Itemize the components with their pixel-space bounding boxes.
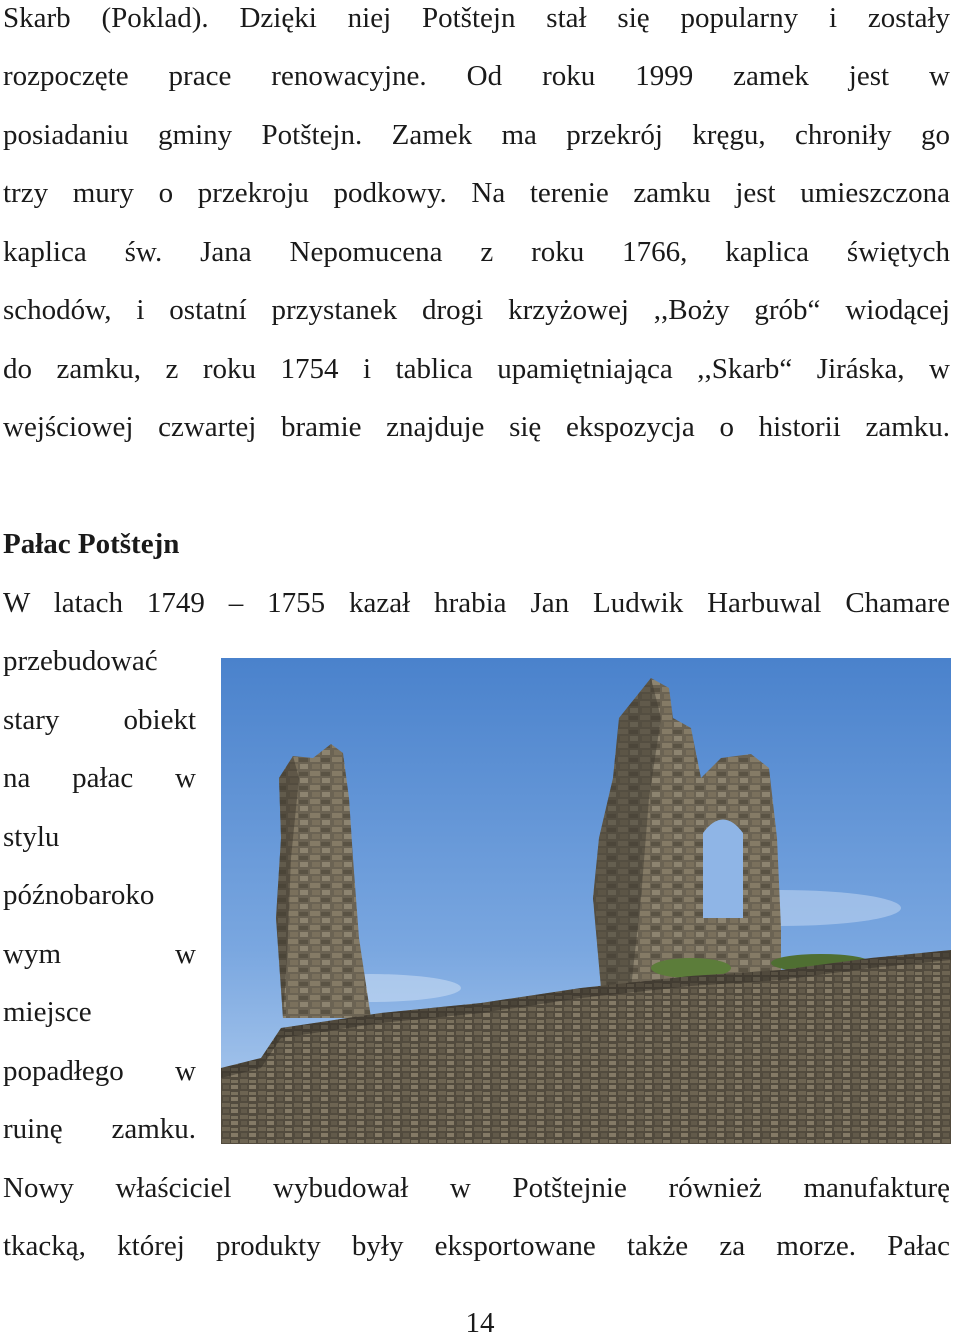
- paragraph-line: schodów, i ostatní przystanek drogi krzyżowej ,,Boży grób“ wiodącej: [3, 294, 950, 326]
- paragraph-line: kaplica św. Jana Nepomucena z roku 1766, kaplica świętych: [3, 236, 950, 268]
- paragraph-line: rozpoczęte prace renowacyjne. Od roku 1999 zamek jest w: [3, 60, 950, 92]
- wrapped-line: miejsce: [3, 996, 92, 1028]
- wrapped-line: stary obiekt: [3, 704, 196, 736]
- wrapped-line: wym w: [3, 938, 196, 970]
- wrapped-line: późnobaroko: [3, 879, 155, 911]
- page-number: 14: [465, 1307, 495, 1339]
- wrapped-line: na pałac w: [3, 762, 196, 794]
- section-heading: Pałac Potštejn: [3, 528, 180, 560]
- paragraph-line: trzy mury o przekroju podkowy. Na terenie zamku jest umieszczona: [3, 177, 950, 209]
- wrapped-line: przebudować: [3, 645, 158, 677]
- wrapped-line: stylu: [3, 821, 60, 853]
- paragraph-line: Skarb (Poklad). Dzięki niej Potštejn stał się popularny i zostały: [3, 2, 950, 34]
- wrapped-line: ruinę zamku.: [3, 1113, 196, 1145]
- paragraph-line: wejściowej czwartej bramie znajduje się ekspozycja o historii zamku.: [3, 411, 950, 443]
- paragraph-line: posiadaniu gminy Potštejn. Zamek ma przekrój kręgu, chroniły go: [3, 119, 950, 151]
- paragraph-line: W latach 1749 – 1755 kazał hrabia Jan Ludwik Harbuwal Chamare: [3, 587, 950, 619]
- wrapped-line: popadłego w: [3, 1055, 196, 1087]
- paragraph-line: tkacką, której produkty były eksportowane także za morze. Pałac: [3, 1230, 950, 1262]
- paragraph-line: Nowy właściciel wybudował w Potštejnie również manufakturę: [3, 1172, 950, 1204]
- paragraph-line: do zamku, z roku 1754 i tablica upamiętniająca ,,Skarb“ Jiráska, w: [3, 353, 950, 385]
- castle-ruin-photo: [221, 658, 951, 1144]
